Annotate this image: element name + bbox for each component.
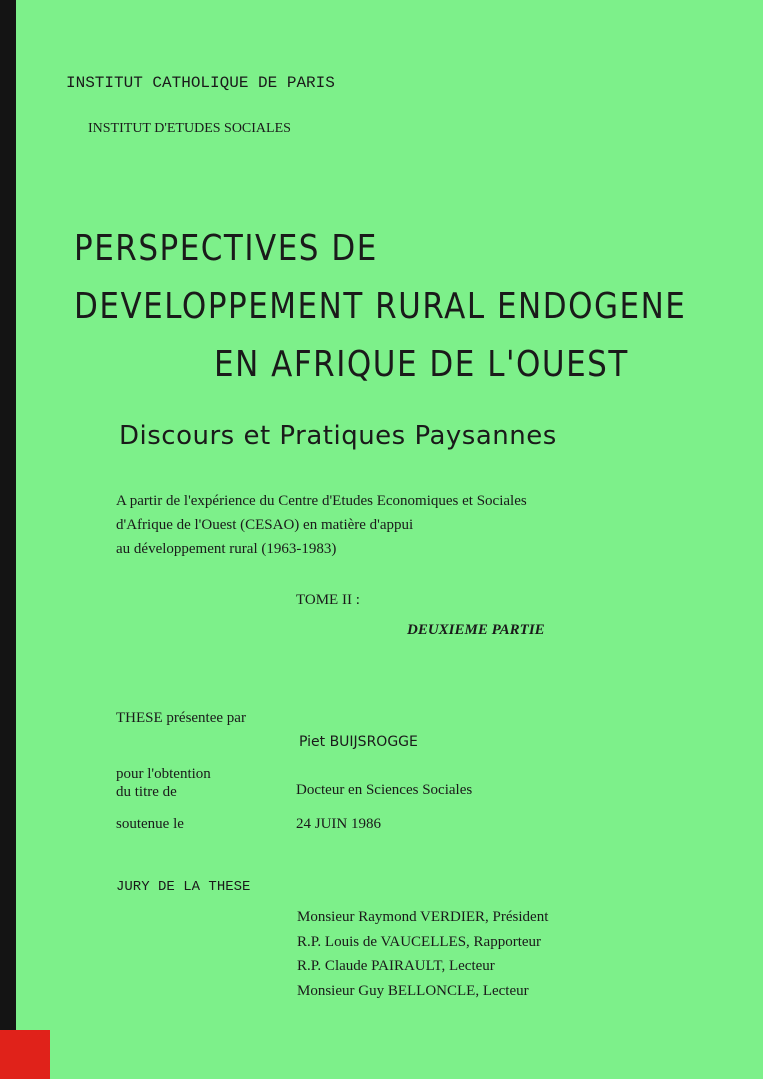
- institute-name: INSTITUT CATHOLIQUE DE PARIS: [66, 74, 335, 92]
- red-tab: [0, 1030, 50, 1079]
- title-line-1: PERSPECTIVES DE: [74, 228, 378, 270]
- subtitle: Discours et Pratiques Paysannes: [119, 421, 557, 451]
- thesis-presented-label: THESE présentee par: [116, 710, 246, 726]
- obtain-label-2: du titre de: [116, 784, 177, 800]
- obtain-label-1: pour l'obtention: [116, 766, 211, 782]
- subinstitute-name: INSTITUT D'ETUDES SOCIALES: [88, 121, 291, 136]
- jury-member: R.P. Louis de VAUCELLES, Rapporteur: [297, 934, 542, 950]
- part-label: DEUXIEME PARTIE: [407, 622, 545, 638]
- description-line-2: d'Afrique de l'Ouest (CESAO) en matière d'appui: [116, 517, 414, 533]
- jury-member: R.P. Claude PAIRAULT, Lecteur: [297, 958, 495, 974]
- title-line-2: DEVELOPPEMENT RURAL ENDOGENE: [74, 286, 687, 328]
- jury-member: Monsieur Raymond VERDIER, Président: [297, 909, 549, 925]
- document-cover: [16, 0, 763, 1079]
- book-spine: [0, 0, 16, 1079]
- degree-title: Docteur en Sciences Sociales: [296, 782, 473, 798]
- description-line-1: A partir de l'expérience du Centre d'Etudes Economiques et Sociales: [116, 493, 527, 509]
- defended-label: soutenue le: [116, 816, 184, 832]
- jury-label: JURY DE LA THESE: [116, 879, 251, 895]
- description-line-3: au développement rural (1963-1983): [116, 541, 337, 557]
- title-line-3: EN AFRIQUE DE L'OUEST: [214, 344, 629, 386]
- tome-label: TOME II :: [296, 592, 360, 608]
- defense-date: 24 JUIN 1986: [296, 816, 381, 832]
- thesis-author: Piet BUIJSROGGE: [299, 734, 418, 750]
- jury-member: Monsieur Guy BELLONCLE, Lecteur: [297, 983, 529, 999]
